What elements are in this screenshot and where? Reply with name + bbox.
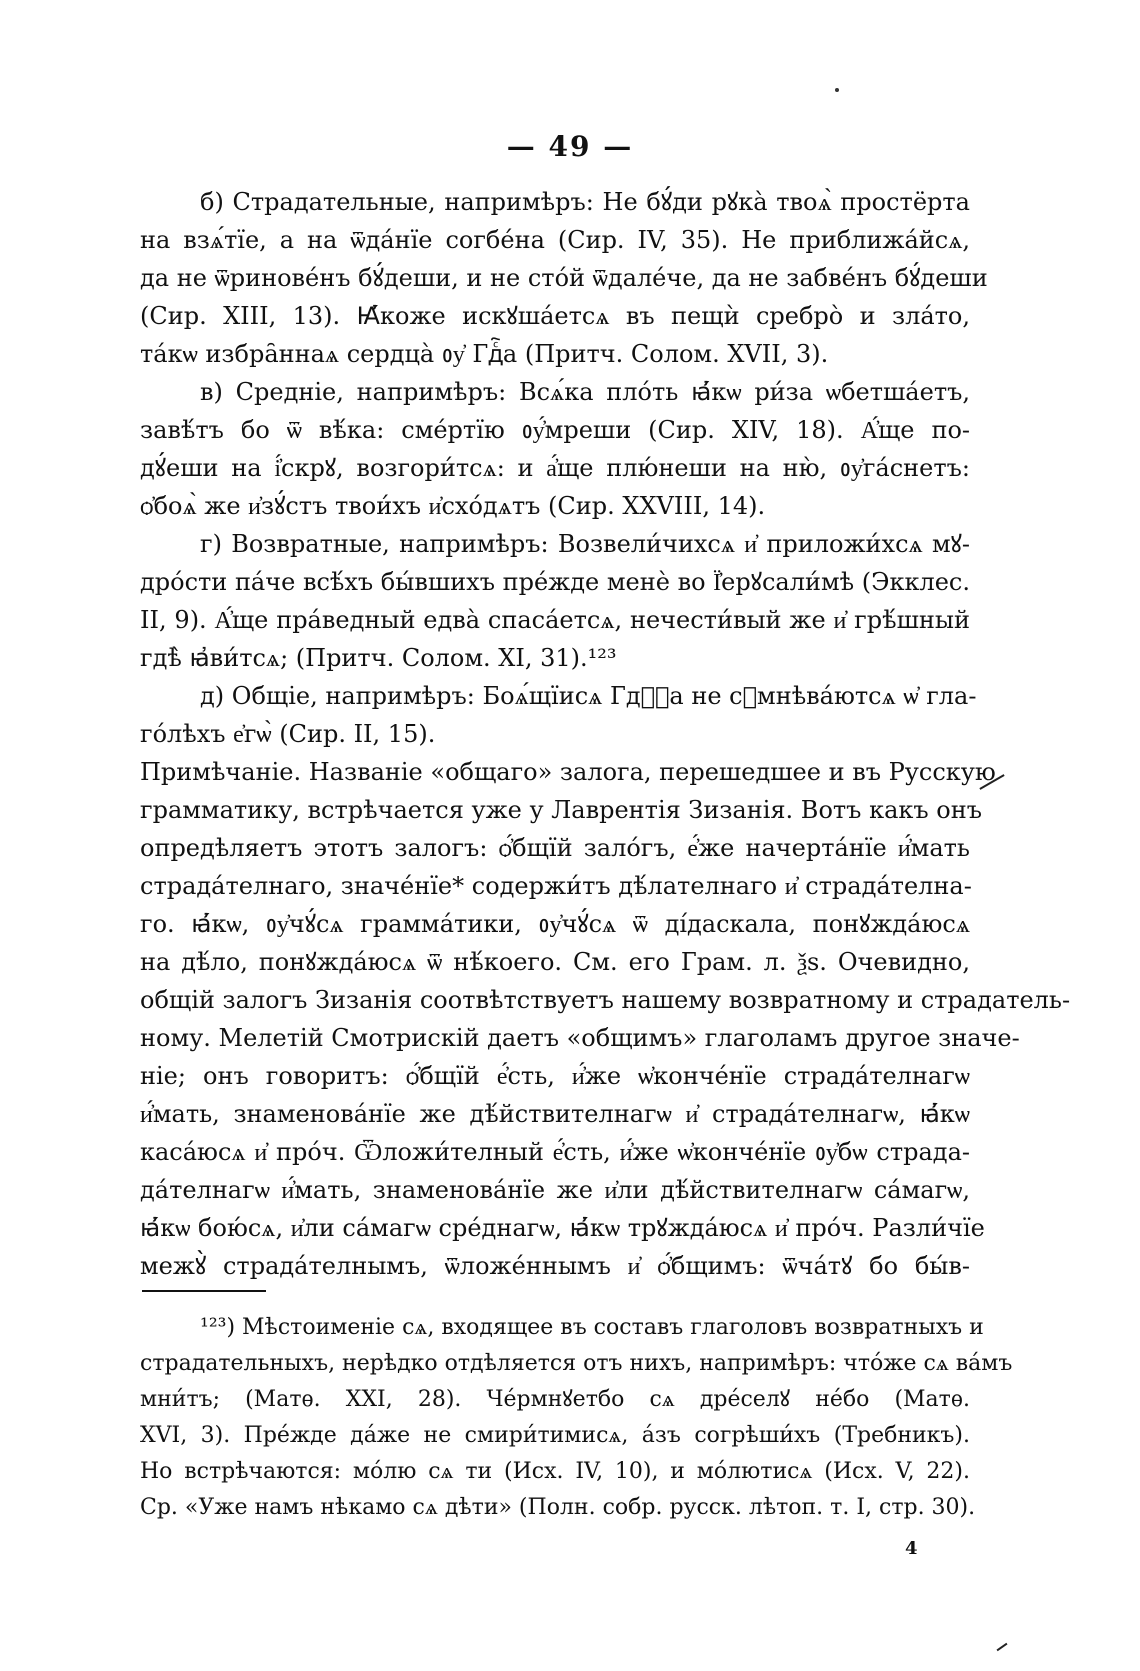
text-line: да́телнагѡ и҆́мать, знаменова́нїе же и҆ли дѣ́йствителнагѡ са́магѡ, xyxy=(140,1176,970,1204)
text-line: го. ꙗ҆́кѡ, ᲂу҆чꙋ́сѧ грамма́тики, ᲂу҆чꙋ́сѧ ѿ ді́даскала, понꙋжда́юсѧ xyxy=(140,910,970,938)
text-line: ному. Мелетій Смотрискій даетъ «общимъ» глаголамъ другое значе- xyxy=(140,1024,1020,1052)
text-line: ꙗ҆́кѡ бою́сѧ, и҆ли са́магѡ сре́днагѡ, ꙗ҆́кѡ трꙋжда́юсѧ и҆ про́ч. Разли́чїе xyxy=(140,1214,985,1242)
footnote-line: ¹²³) Мѣстоименіе сѧ, входящее въ составъ глаголовъ возвратныхъ и xyxy=(200,1315,984,1340)
text-line: II, 9). А҆́ще пра́ведный едва̀ спаса́етсѧ, нечести́вый же и҆ грѣ́шный xyxy=(140,606,970,634)
text-line: на дѣ́ло, понꙋжда́юсѧ ѿ нѣ́коего. См. его Грам. л. ѯѕ. Очевидно, xyxy=(140,948,970,976)
text-line: общій залогъ Зизанія соотвѣтствуетъ нашему возвратному и страдатель- xyxy=(140,986,1071,1014)
text-line: Примѣчаніе. Названіе «общаго» залога, перешедшее и въ Русскую xyxy=(140,758,996,786)
footnote-line: Ср. «Уже намъ нѣкамо сѧ дѣти» (Полн. собр. русск. лѣтоп. т. I, стр. 30). xyxy=(140,1495,976,1520)
text-line: на взѧ́тїе, а на ѿда́нїе согбе́на (Сир. IV, 35). Не приближа́йсѧ, xyxy=(140,226,970,254)
footnote-line: XVI, 3). Пре́жде да́же не смири́тимисѧ, а́зъ согрѣши́хъ (Требникъ). xyxy=(140,1423,970,1448)
footnote-rule xyxy=(142,1290,266,1292)
text-line: каса́юсѧ и҆ про́ч. Ѿложи́телный е҆́сть, и҆́же ѡ҆конче́нїе ᲂу҆бѡ страда- xyxy=(140,1138,970,1166)
text-line: и҆́мать, знаменова́нїе же дѣ́йствителнагѡ и҆ страда́телнагѡ, ꙗ҆́кѡ xyxy=(140,1100,970,1128)
signature-mark: 4 xyxy=(905,1538,918,1559)
footnote-line: Но встрѣчаются: мо́лю сѧ ти (Исх. IV, 10), и мо́лютисѧ (Исх. V, 22). xyxy=(140,1459,970,1484)
speck xyxy=(835,88,839,92)
text-line: завѣ́тъ бо ѿ вѣ́ка: сме́ртїю ᲂу҆́мреши (Сир. XIV, 18). А҆́ще по- xyxy=(140,416,970,444)
page-number: — 49 — xyxy=(506,130,634,163)
text-line: гдѣ̀ ꙗ҆ви́тсѧ; (Притч. Солом. XI, 31).¹²³ xyxy=(140,644,617,672)
text-line: дꙋ́еши на і҆́скрꙋ, возгори́тсѧ: и а҆́ще плю́неши на ню̀, ᲂу҆га́снетъ: xyxy=(140,454,970,482)
text-line: да не ѿринове́нъ бꙋ́деши, и не сто́й ѿдале́че, да не забве́нъ бꙋ́деши xyxy=(140,264,988,292)
text-line: межꙋ̀ страда́телнымъ, ѿложе́ннымъ и҆ ѻ҆́бщимъ: ѿча́тꙋ бо бы́в- xyxy=(140,1252,970,1280)
text-line: д) Общіе, напримѣръ: Боѧ́щїисѧ Гдⷭ҇а не сꙋмнѣва́ютсѧ ѡ҆ гла- xyxy=(200,682,977,710)
text-line: г) Возвратные, напримѣръ: Возвели́чихсѧ и҆ приложи́хсѧ мꙋ- xyxy=(200,530,970,558)
text-line: ѻ҆боѧ̀ же и҆зꙋ́стъ твои́хъ и҆схо́дѧтъ (Сир. XXVIII, 14). xyxy=(140,492,766,520)
text-line: дро́сти па́че всѣ́хъ бы́вшихъ пре́жде менѐ во Ї҆ерꙋсали́мѣ (Экклес. xyxy=(140,568,970,596)
text-line: го́лѣхъ е҆гѡ̀ (Сир. II, 15). xyxy=(140,720,436,748)
text-line: б) Страдательные, напримѣръ: Не бꙋ́ди рꙋка̀ твоѧ̀ простёрта xyxy=(200,188,970,216)
footnote-line: страдательныхъ, нерѣдко отдѣляется отъ нихъ, напримѣръ: что́же сѧ ва́мъ xyxy=(140,1351,1013,1376)
margin-pencil-mark xyxy=(997,1643,1008,1652)
text-line: опредѣляетъ этотъ залогъ: ѻ҆́бщїй зало́гъ, е҆́же начерта́нїе и҆́мать xyxy=(140,834,970,862)
text-line: в) Средніе, напримѣръ: Всѧ́ка пло́ть ꙗ҆́кѡ ри́за ѡбетша́етъ, xyxy=(200,378,970,406)
footnote-line: мни́тъ; (Матѳ. XXI, 28). Че́рмнꙋетбо сѧ дре́селꙋ не́бо (Матѳ. xyxy=(140,1387,970,1412)
text-line: та́кѡ избра̑ннаѧ сердца̀ ᲂу҆ Гдⷭ҇а (Притч. Солом. XVII, 3). xyxy=(140,340,829,368)
text-line: (Сир. XIII, 13). Ꙗ҆́коже искꙋша́етсѧ въ пещѝ сребро̀ и зла́то, xyxy=(140,302,970,330)
text-line: грамматику, встрѣчается уже у Лаврентія Зизанія. Вотъ какъ онъ xyxy=(140,796,982,824)
text-line: страда́телнаго, значе́нїе* содержи́тъ дѣ́лателнаго и҆ страда́телна- xyxy=(140,872,972,900)
text-line: ніе; онъ говоритъ: ѻ҆́бщїй е҆́сть, и҆́же ѡ҆конче́нїе страда́телнагѡ xyxy=(140,1062,970,1090)
